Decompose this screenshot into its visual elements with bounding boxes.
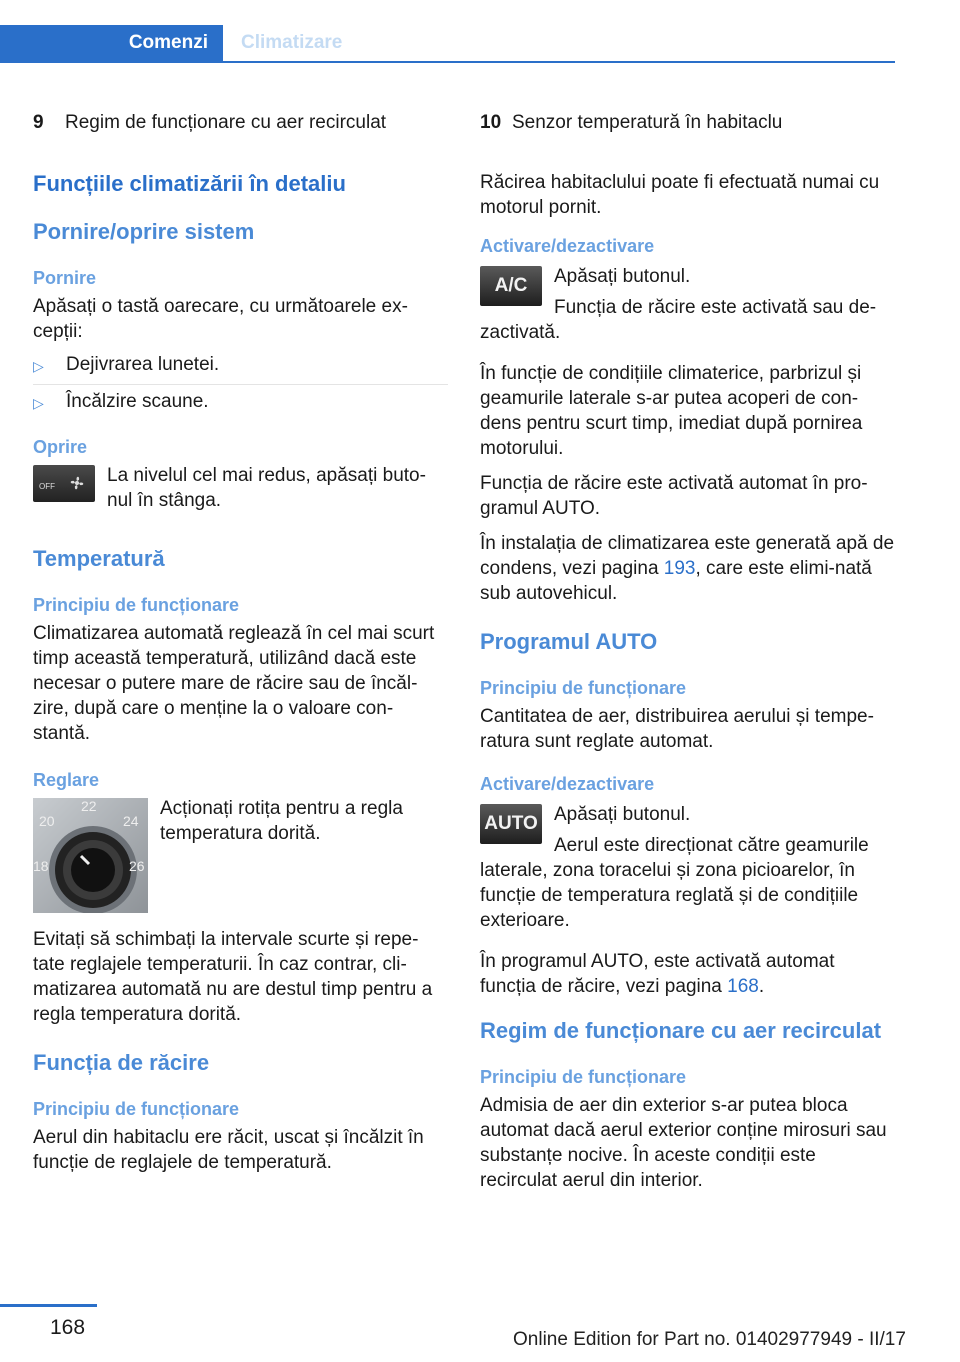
temperature-dial-image <box>33 798 148 913</box>
dial-label: 18 <box>33 858 49 874</box>
heading-pornire: Pornire <box>33 268 97 288</box>
paragraph: Funcția de răcire este activată automat în pro‐gramul AUTO. <box>480 473 868 519</box>
ac-button-image: A/C <box>480 266 542 306</box>
paragraph: Acționați rotița pentru a regla temperatura dorită. <box>160 798 403 844</box>
page-link-193[interactable]: 193 <box>663 558 696 579</box>
page-number: 168 <box>50 1316 86 1339</box>
item-number: 10 <box>480 112 502 133</box>
paragraph <box>480 949 895 999</box>
item-text: Senzor temperatură în habitaclu <box>512 112 783 133</box>
heading-activare: Activare/dezactivare <box>480 774 655 794</box>
list-item-9 <box>33 110 448 135</box>
bullet-text: Încălzire scaune. <box>66 391 209 412</box>
paragraph: În funcție de condițiile climaterice, parbrizul și geamurile laterale s-ar putea acoperi de con‐dens pentru scurt timp, imediat după pornirea motorului. <box>480 363 863 459</box>
heading-principiu: Principiu de funcționare <box>33 1099 240 1119</box>
list-item <box>33 348 448 385</box>
heading-principiu: Principiu de funcționare <box>33 595 240 615</box>
paragraph: La nivelul cel mai redus, apăsați buto‐nul în stânga. <box>107 465 426 511</box>
paragraph: Apăsați butonul. <box>554 804 691 825</box>
left-column <box>33 110 448 1185</box>
edition-text: Online Edition for Part no. 01402977949 - II/17 <box>513 1329 906 1350</box>
dial-label: 26 <box>129 858 145 874</box>
page-link-168[interactable]: 168 <box>727 976 759 997</box>
dial-label: 22 <box>81 798 97 814</box>
paragraph: Funcția de răcire este activată sau de‐zactivată. <box>480 297 877 343</box>
paragraph: Climatizarea automată reglează în cel mai scurt timp această temperatură, utilizând dacă este necesar o putere mare de răcire sau de încăl‐zire, după care o menține la o valoare con‐stantă. <box>33 623 435 744</box>
fan-off-button-image <box>33 465 95 502</box>
bullet-text: Dejivrarea lunetei. <box>66 354 220 375</box>
item-text: Regim de funcționare cu aer recirculat <box>65 112 387 133</box>
subsection-title: Pornire/oprire sistem <box>33 219 255 244</box>
triangle-icon: ▷ <box>33 358 44 374</box>
paragraph: Apăsați butonul. <box>554 266 691 287</box>
tab-comenzi[interactable]: Comenzi <box>0 25 223 61</box>
text-span: În instalația de climatizarea este generată apă de condens, vezi pagina <box>480 533 895 579</box>
item-number: 9 <box>33 112 44 133</box>
heading-principiu: Principiu de funcționare <box>480 678 687 698</box>
paragraph <box>480 531 895 606</box>
page-header <box>0 25 895 63</box>
subsection-title: Funcția de răcire <box>33 1050 210 1075</box>
fan-icon <box>67 473 87 493</box>
auto-button-image: AUTO <box>480 804 542 844</box>
paragraph: Evitați să schimbați la intervale scurte și repe‐tate reglajele temperaturii. În caz contrar, cli‐matizarea automată nu are destul timp pentru a regla temperatura dorită. <box>33 929 433 1025</box>
right-column <box>480 110 895 1203</box>
dial-label: 20 <box>39 813 55 829</box>
footer-divider <box>0 1304 97 1307</box>
auto-block <box>480 802 895 943</box>
list-item <box>33 385 448 421</box>
subsection-title: Programul AUTO <box>480 629 658 654</box>
subsection-title: Regim de funcționare cu aer recirculat <box>480 1018 882 1043</box>
reglare-block <box>33 796 448 919</box>
bullet-list <box>33 348 448 421</box>
section-title: Funcțiile climatizării în detaliu <box>33 171 346 196</box>
oprire-block <box>33 463 448 523</box>
heading-principiu: Principiu de funcționare <box>480 1067 687 1087</box>
text-span: , care este elimi‐nată sub autovehicul. <box>480 558 872 604</box>
triangle-icon: ▷ <box>33 395 44 411</box>
list-item-10 <box>480 110 895 135</box>
paragraph: Aerul este direcționat către geamurile laterale, zona toracelui și zona picioarelor, în funcție de temperatura reglată și de condițiile exterioare. <box>480 835 869 931</box>
text-span: . <box>758 976 765 997</box>
off-label: OFF <box>39 482 55 491</box>
subsection-title: Temperatură <box>33 546 165 571</box>
paragraph: Admisia de aer din exterior s-ar putea bloca automat dacă aerul exterior conține mirosuri sau substanțe nocive. În aceste condiții este recirculat aerul din interior. <box>480 1095 887 1191</box>
heading-oprire: Oprire <box>33 437 88 457</box>
dial-label: 24 <box>123 813 139 829</box>
heading-reglare: Reglare <box>33 770 100 790</box>
text-span: În programul AUTO, este activată automat funcția de răcire, vezi pagina <box>480 951 835 997</box>
paragraph: Aerul din habitaclu ere răcit, uscat și încălzit în funcție de reglajele de temperatură. <box>33 1127 424 1173</box>
ac-block <box>480 264 895 355</box>
paragraph: Răcirea habitaclului poate fi efectuată numai cu motorul pornit. <box>480 172 880 218</box>
heading-activare: Activare/dezactivare <box>480 236 655 256</box>
paragraph: Cantitatea de aer, distribuirea aerului și tempe‐ratura sunt reglate automat. <box>480 706 874 752</box>
tab-climatizare[interactable]: Climatizare <box>223 25 895 61</box>
paragraph: Apăsați o tastă oarecare, cu următoarele ex‐cepții: <box>33 296 408 342</box>
